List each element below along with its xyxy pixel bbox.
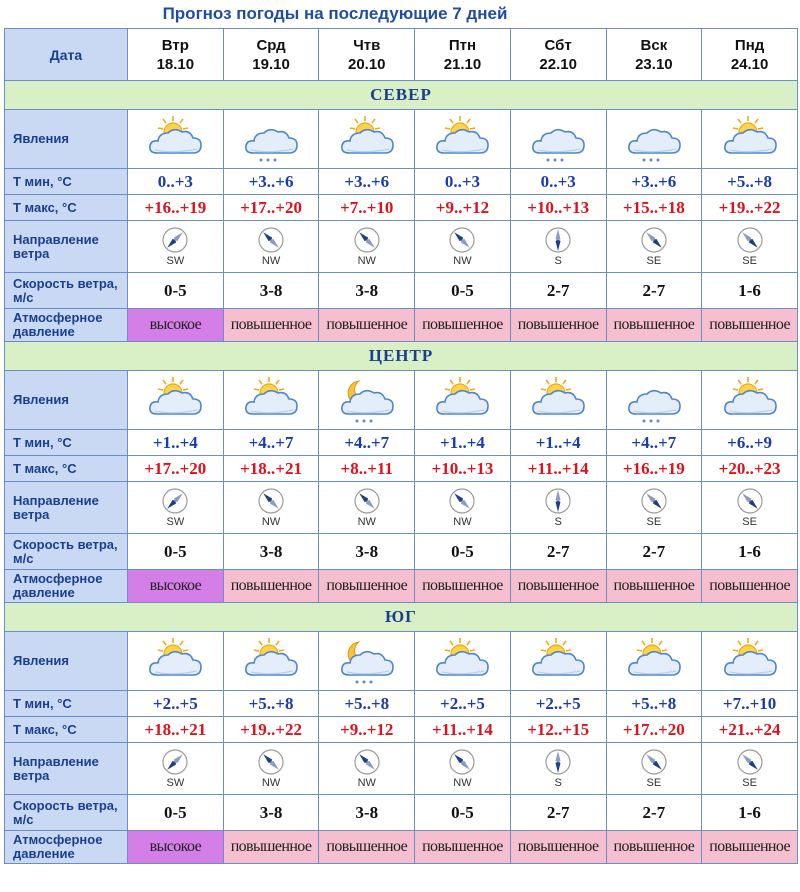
wind-cell xyxy=(223,221,319,273)
phenomena-row xyxy=(5,632,798,691)
tmax-label: Т макс, °С xyxy=(5,717,128,743)
tmax-row xyxy=(5,717,798,743)
tmin-cell: +7..+10 xyxy=(702,691,798,717)
day-header xyxy=(415,29,511,81)
pressure-cell: повышенное xyxy=(510,309,606,342)
wind-speed-cell: 3-8 xyxy=(223,795,319,831)
partly-cloudy-icon xyxy=(430,374,494,426)
phenomena-label: Явления xyxy=(5,632,128,691)
tmin-row xyxy=(5,430,798,456)
weather-cell xyxy=(606,632,702,691)
pressure-cell: повышенное xyxy=(510,831,606,864)
wind-direction-text: SE xyxy=(742,777,757,789)
wind-cell xyxy=(415,743,511,795)
wind-arrow-icon xyxy=(161,226,189,254)
wind-arrow-icon xyxy=(736,748,764,776)
wind-speed-label: Скорость ветра, м/с xyxy=(5,534,128,570)
wind-speed-row xyxy=(5,273,798,309)
day-header xyxy=(606,29,702,81)
pressure-cell: повышенное xyxy=(606,309,702,342)
pressure-cell: повышенное xyxy=(223,309,319,342)
tmax-label: Т макс, °С xyxy=(5,456,128,482)
region-name: ЮГ xyxy=(5,603,798,632)
tmax-row xyxy=(5,195,798,221)
day-of-week: Чтв xyxy=(353,36,381,54)
wind-speed-cell: 0-5 xyxy=(415,534,511,570)
wind-arrow-icon xyxy=(161,487,189,515)
region-row xyxy=(5,342,798,371)
wind-direction-row xyxy=(5,221,798,273)
pressure-cell: повышенное xyxy=(606,570,702,603)
wind-arrow-icon xyxy=(161,748,189,776)
wind-arrow-icon xyxy=(257,748,285,776)
wind-arrow-icon xyxy=(736,487,764,515)
wind-arrow-icon xyxy=(448,226,476,254)
weather-cell xyxy=(606,110,702,169)
wind-cell xyxy=(415,221,511,273)
wind-speed-cell: 0-5 xyxy=(128,273,224,309)
wind-speed-cell: 1-6 xyxy=(702,273,798,309)
tmax-cell: +10..+13 xyxy=(415,456,511,482)
tmax-cell: +15..+18 xyxy=(606,195,702,221)
tmax-cell: +9..+12 xyxy=(319,717,415,743)
pressure-label: Атмосферное давление xyxy=(5,570,128,603)
tmin-cell: +5..+8 xyxy=(223,691,319,717)
tmax-label: Т макс, °С xyxy=(5,195,128,221)
wind-cell xyxy=(223,482,319,534)
tmax-cell: +8..+11 xyxy=(319,456,415,482)
wind-cell xyxy=(510,221,606,273)
phenomena-row xyxy=(5,110,798,169)
pressure-cell: повышенное xyxy=(702,570,798,603)
wind-direction-text: NW xyxy=(453,255,472,267)
tmin-cell: +3..+6 xyxy=(319,169,415,195)
wind-cell xyxy=(510,743,606,795)
wind-speed-cell: 1-6 xyxy=(702,534,798,570)
day-date: 22.10 xyxy=(539,55,577,73)
tmin-cell: +6..+9 xyxy=(702,430,798,456)
pressure-row xyxy=(5,831,798,864)
day-date: 19.10 xyxy=(252,55,290,73)
wind-cell xyxy=(223,743,319,795)
wind-arrow-icon xyxy=(353,226,381,254)
day-date: 18.10 xyxy=(156,55,195,73)
header-row xyxy=(5,29,798,81)
wind-speed-label: Скорость ветра, м/с xyxy=(5,273,128,309)
tmax-cell: +7..+10 xyxy=(319,195,415,221)
pressure-cell: повышенное xyxy=(702,831,798,864)
wind-speed-cell: 0-5 xyxy=(415,273,511,309)
weather-cell xyxy=(606,371,702,430)
pressure-cell: повышенное xyxy=(415,309,511,342)
wind-speed-cell: 3-8 xyxy=(223,273,319,309)
wind-cell xyxy=(606,482,702,534)
weather-cell xyxy=(702,110,798,169)
cloud-snow-icon xyxy=(622,113,686,165)
day-header xyxy=(128,29,224,81)
wind-cell xyxy=(128,221,224,273)
tmin-cell: +1..+4 xyxy=(415,430,511,456)
wind-direction-text: S xyxy=(554,255,562,267)
tmin-cell: 0..+3 xyxy=(128,169,224,195)
tmin-cell: +2..+5 xyxy=(128,691,224,717)
wind-direction-label: Направление ветра xyxy=(5,482,128,534)
partly-cloudy-icon xyxy=(526,635,590,687)
weather-cell xyxy=(510,371,606,430)
day-header xyxy=(319,29,415,81)
pressure-cell: повышенное xyxy=(319,309,415,342)
weather-cell xyxy=(319,371,415,430)
night-cloud-snow-icon xyxy=(335,374,399,426)
day-of-week: Срд xyxy=(256,36,286,54)
wind-direction-text: SW xyxy=(166,255,185,267)
wind-speed-cell: 3-8 xyxy=(319,534,415,570)
tmin-cell: +2..+5 xyxy=(510,691,606,717)
tmin-cell: +4..+7 xyxy=(223,430,319,456)
wind-speed-cell: 3-8 xyxy=(319,795,415,831)
wind-speed-cell: 3-8 xyxy=(319,273,415,309)
partly-cloudy-icon xyxy=(143,113,207,165)
weather-cell xyxy=(319,632,415,691)
pressure-row xyxy=(5,570,798,603)
date-header: Дата xyxy=(5,29,128,81)
day-date: 20.10 xyxy=(347,55,386,73)
tmin-cell: +3..+6 xyxy=(223,169,319,195)
tmax-cell: +10..+13 xyxy=(510,195,606,221)
wind-direction-text: SE xyxy=(646,516,662,528)
tmax-row xyxy=(5,456,798,482)
phenomena-label: Явления xyxy=(5,110,128,169)
wind-cell xyxy=(702,482,798,534)
tmin-cell: 0..+3 xyxy=(510,169,606,195)
pressure-row xyxy=(5,309,798,342)
wind-arrow-icon xyxy=(640,748,668,776)
pressure-cell: повышенное xyxy=(319,570,415,603)
cloud-snow-icon xyxy=(526,113,590,165)
wind-cell xyxy=(319,743,415,795)
weather-cell xyxy=(702,632,798,691)
wind-direction-text: S xyxy=(554,516,562,528)
forecast-table xyxy=(4,28,798,864)
region-row xyxy=(5,81,798,110)
wind-speed-cell: 2-7 xyxy=(606,795,702,831)
tmin-row xyxy=(5,691,798,717)
wind-direction-text: NW xyxy=(261,255,281,267)
wind-direction-text: SW xyxy=(166,516,185,528)
tmin-cell: 0..+3 xyxy=(415,169,511,195)
wind-speed-row xyxy=(5,534,798,570)
tmin-cell: +1..+4 xyxy=(510,430,606,456)
wind-speed-cell: 0-5 xyxy=(415,795,511,831)
tmin-cell: +4..+7 xyxy=(606,430,702,456)
tmax-cell: +17..+20 xyxy=(223,195,319,221)
cloud-snow-icon xyxy=(622,374,686,426)
tmax-cell: +17..+20 xyxy=(128,456,224,482)
wind-direction-label: Направление ветра xyxy=(5,743,128,795)
wind-arrow-icon xyxy=(544,748,572,776)
wind-cell xyxy=(606,743,702,795)
wind-speed-cell: 2-7 xyxy=(510,534,606,570)
wind-cell xyxy=(415,482,511,534)
tmax-cell: +20..+23 xyxy=(702,456,798,482)
wind-direction-text: SW xyxy=(166,777,185,789)
weather-cell xyxy=(128,110,224,169)
day-of-week: Вск xyxy=(640,36,668,54)
tmax-cell: +12..+15 xyxy=(510,717,606,743)
wind-cell xyxy=(606,221,702,273)
night-cloud-snow-icon xyxy=(335,635,399,687)
weather-cell xyxy=(223,371,319,430)
wind-direction-text: NW xyxy=(261,777,281,789)
day-of-week: Сбт xyxy=(544,36,572,54)
wind-direction-text: NW xyxy=(453,777,472,789)
region-row xyxy=(5,603,798,632)
pressure-cell: повышенное xyxy=(606,831,702,864)
tmax-cell: +19..+22 xyxy=(702,195,798,221)
wind-direction-text: S xyxy=(554,777,562,789)
wind-speed-cell: 2-7 xyxy=(510,795,606,831)
wind-arrow-icon xyxy=(640,226,668,254)
weather-cell xyxy=(223,632,319,691)
partly-cloudy-icon xyxy=(239,635,303,687)
weather-cell xyxy=(415,110,511,169)
wind-direction-text: SE xyxy=(742,255,757,267)
wind-arrow-icon xyxy=(257,226,285,254)
wind-speed-cell: 0-5 xyxy=(128,795,224,831)
partly-cloudy-icon xyxy=(430,635,494,687)
weather-cell xyxy=(223,110,319,169)
pressure-cell: повышенное xyxy=(415,831,511,864)
wind-arrow-icon xyxy=(257,487,285,515)
wind-speed-cell: 2-7 xyxy=(606,534,702,570)
day-of-week: Втр xyxy=(161,36,189,54)
tmin-cell: +1..+4 xyxy=(128,430,224,456)
day-header xyxy=(510,29,606,81)
wind-direction-text: NW xyxy=(453,516,472,528)
wind-direction-text: NW xyxy=(357,255,376,267)
wind-arrow-icon xyxy=(353,487,381,515)
wind-speed-cell: 2-7 xyxy=(510,273,606,309)
wind-speed-cell: 2-7 xyxy=(606,273,702,309)
tmin-label: Т мин, °С xyxy=(5,169,128,195)
weather-cell xyxy=(319,110,415,169)
wind-speed-cell: 3-8 xyxy=(223,534,319,570)
wind-cell xyxy=(128,482,224,534)
weather-cell xyxy=(128,632,224,691)
pressure-cell: повышенное xyxy=(702,309,798,342)
partly-cloudy-icon xyxy=(239,374,303,426)
wind-speed-row xyxy=(5,795,798,831)
pressure-cell: повышенное xyxy=(223,570,319,603)
tmin-row xyxy=(5,169,798,195)
wind-cell xyxy=(510,482,606,534)
wind-direction-text: NW xyxy=(261,516,281,528)
phenomena-row xyxy=(5,371,798,430)
pressure-cell: высокое xyxy=(128,831,224,864)
region-name: СЕВЕР xyxy=(5,81,798,110)
partly-cloudy-icon xyxy=(718,635,782,687)
day-date: 23.10 xyxy=(635,55,673,73)
tmin-cell: +5..+8 xyxy=(702,169,798,195)
tmax-cell: +16..+19 xyxy=(128,195,224,221)
wind-speed-cell: 1-6 xyxy=(702,795,798,831)
wind-cell xyxy=(702,743,798,795)
page-title: Прогноз погоды на последующие 7 дней xyxy=(162,4,508,23)
wind-arrow-icon xyxy=(448,748,476,776)
wind-speed-label: Скорость ветра, м/с xyxy=(5,795,128,831)
tmax-cell: +19..+22 xyxy=(223,717,319,743)
pressure-label: Атмосферное давление xyxy=(5,309,128,342)
wind-direction-row xyxy=(5,482,798,534)
wind-arrow-icon xyxy=(640,487,668,515)
tmax-cell: +17..+20 xyxy=(606,717,702,743)
partly-cloudy-icon xyxy=(526,374,590,426)
pressure-cell: высокое xyxy=(128,309,224,342)
tmin-label: Т мин, °С xyxy=(5,430,128,456)
cloud-snow-icon xyxy=(239,113,303,165)
partly-cloudy-icon xyxy=(718,113,782,165)
partly-cloudy-icon xyxy=(335,113,399,165)
day-header xyxy=(223,29,319,81)
weather-cell xyxy=(510,110,606,169)
wind-speed-cell: 0-5 xyxy=(128,534,224,570)
wind-cell xyxy=(702,221,798,273)
wind-arrow-icon xyxy=(448,487,476,515)
weather-cell xyxy=(702,371,798,430)
pressure-cell: повышенное xyxy=(223,831,319,864)
tmin-cell: +3..+6 xyxy=(606,169,702,195)
wind-direction-text: SE xyxy=(646,255,662,267)
wind-arrow-icon xyxy=(353,748,381,776)
partly-cloudy-icon xyxy=(143,374,207,426)
wind-arrow-icon xyxy=(544,226,572,254)
day-date: 24.10 xyxy=(730,55,769,73)
partly-cloudy-icon xyxy=(622,635,686,687)
phenomena-label: Явления xyxy=(5,371,128,430)
wind-cell xyxy=(319,482,415,534)
wind-direction-label: Направление ветра xyxy=(5,221,128,273)
tmin-label: Т мин, °С xyxy=(5,691,128,717)
wind-arrow-icon xyxy=(544,487,572,515)
pressure-cell: повышенное xyxy=(319,831,415,864)
day-of-week: Пнд xyxy=(734,36,765,54)
tmin-cell: +2..+5 xyxy=(415,691,511,717)
wind-direction-text: SE xyxy=(646,777,662,789)
wind-direction-text: NW xyxy=(357,777,376,789)
day-date: 21.10 xyxy=(443,55,482,73)
weather-cell xyxy=(128,371,224,430)
tmax-cell: +21..+24 xyxy=(702,717,798,743)
wind-direction-row xyxy=(5,743,798,795)
tmax-cell: +11..+14 xyxy=(415,717,511,743)
partly-cloudy-icon xyxy=(718,374,782,426)
partly-cloudy-icon xyxy=(430,113,494,165)
tmin-cell: +4..+7 xyxy=(319,430,415,456)
tmax-cell: +18..+21 xyxy=(128,717,224,743)
weather-cell xyxy=(510,632,606,691)
wind-direction-text: SE xyxy=(742,516,757,528)
tmax-cell: +16..+19 xyxy=(606,456,702,482)
weather-cell xyxy=(415,371,511,430)
pressure-cell: повышенное xyxy=(415,570,511,603)
wind-cell xyxy=(128,743,224,795)
tmin-cell: +5..+8 xyxy=(319,691,415,717)
weather-cell xyxy=(415,632,511,691)
wind-direction-text: NW xyxy=(357,516,376,528)
tmin-cell: +5..+8 xyxy=(606,691,702,717)
pressure-label: Атмосферное давление xyxy=(5,831,128,864)
tmax-cell: +18..+21 xyxy=(223,456,319,482)
wind-arrow-icon xyxy=(736,226,764,254)
partly-cloudy-icon xyxy=(143,635,207,687)
day-of-week: Птн xyxy=(448,36,477,54)
tmax-cell: +11..+14 xyxy=(510,456,606,482)
region-name: ЦЕНТР xyxy=(5,342,798,371)
day-header xyxy=(702,29,798,81)
wind-cell xyxy=(319,221,415,273)
tmax-cell: +9..+12 xyxy=(415,195,511,221)
pressure-cell: высокое xyxy=(128,570,224,603)
pressure-cell: повышенное xyxy=(510,570,606,603)
